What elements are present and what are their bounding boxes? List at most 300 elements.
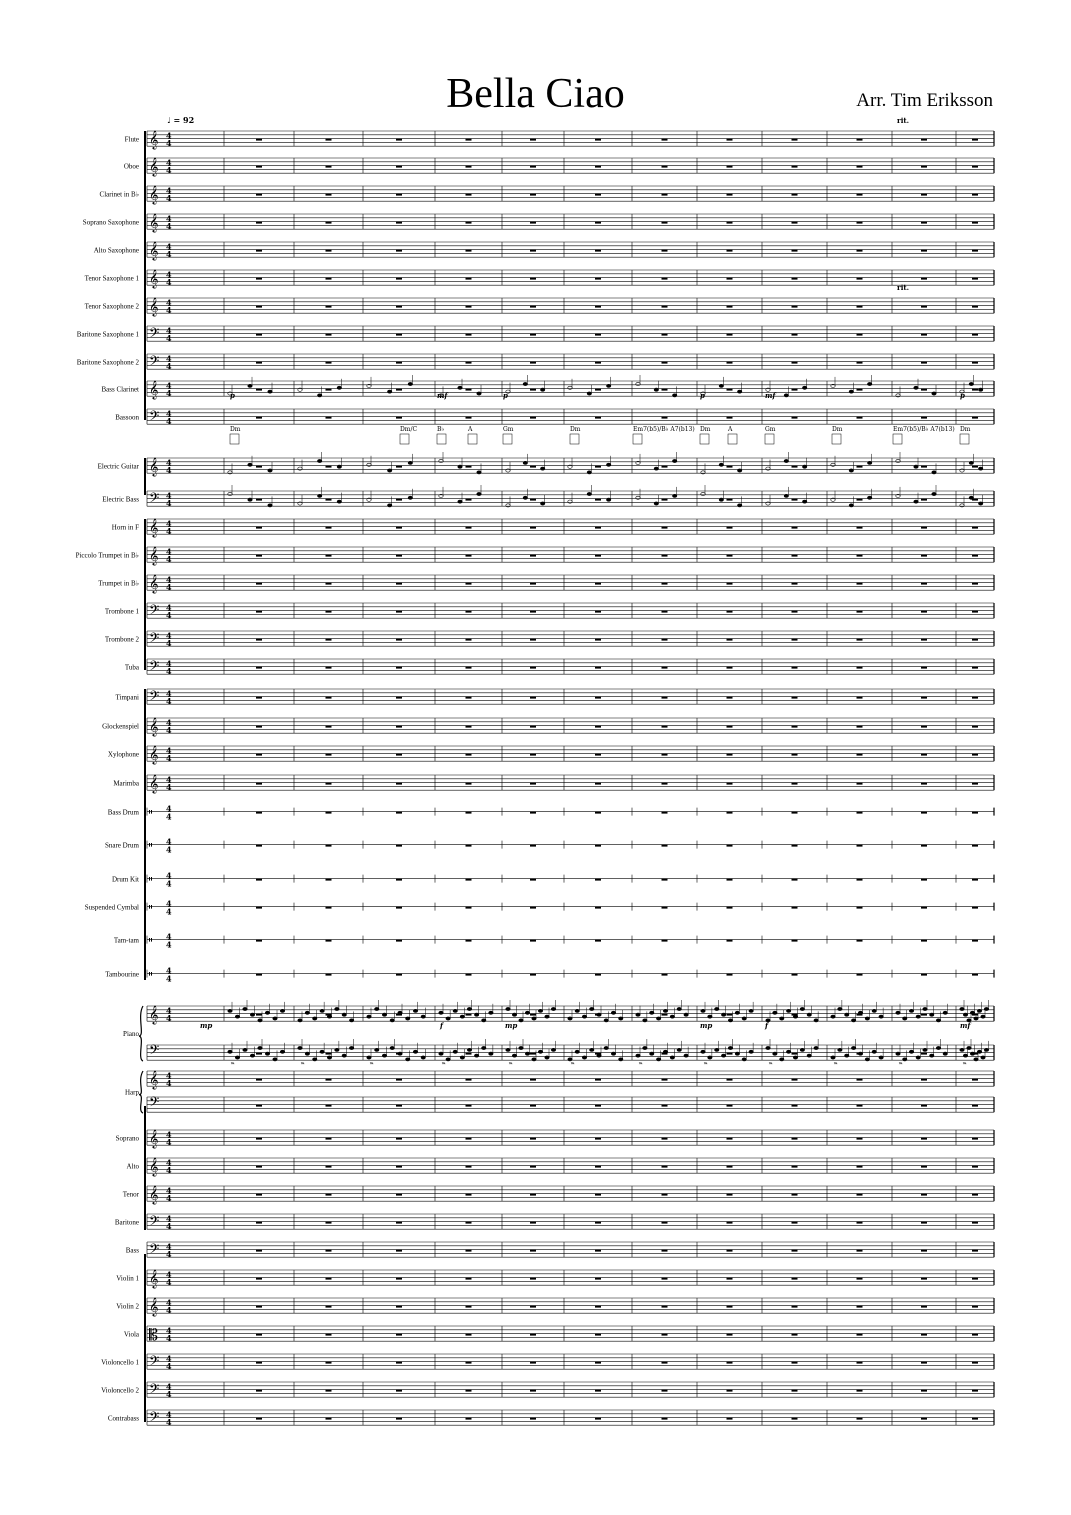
clef-icon: 𝄥: [149, 935, 152, 947]
instrument-label-electric-bass: Electric Bass: [102, 495, 139, 504]
staff-bassoon-rest: [857, 417, 863, 419]
staff-tambourine-rest: [972, 974, 978, 976]
notehead: [963, 1054, 967, 1057]
staff-violoncello-1-rest: [792, 1362, 798, 1364]
staff-bass-clarinet-rest: [972, 389, 978, 391]
staff-baritone-rest: [662, 1222, 668, 1224]
time-signature-bottom: 4: [166, 1078, 172, 1088]
staff-trumpet-in-b--rest: [662, 583, 668, 585]
notehead: [611, 1052, 615, 1055]
staff-violoncello-1-rest: [530, 1362, 536, 1364]
dynamic-marking: f: [765, 1021, 769, 1030]
staff-contrabass-rest: [595, 1418, 601, 1420]
time-signature-bottom: 4: [166, 610, 172, 620]
notehead: [914, 465, 918, 468]
staff-baritone-saxophone-1-rest: [857, 334, 863, 336]
notehead: [604, 1019, 608, 1022]
staff-alto-rest: [792, 1166, 798, 1168]
staff-bassoon-rest: [727, 417, 733, 419]
notehead: [831, 1015, 835, 1018]
staff-electric-guitar-rest: [530, 466, 536, 468]
notehead: [773, 1011, 777, 1014]
notehead: [305, 1052, 309, 1055]
notehead: [963, 1013, 967, 1016]
staff-timpani-rest: [595, 697, 601, 699]
time-signature-bottom: 4: [166, 1417, 172, 1427]
staff-snare-drum-rest: [662, 845, 668, 847]
staff-harp-rest: [727, 1079, 733, 1081]
notehead: [606, 498, 610, 501]
notehead: [903, 1017, 907, 1020]
staff-flute-rest: [256, 139, 262, 141]
chord-diagram-icon: [503, 434, 512, 444]
clef-icon: 𝄞: [149, 297, 159, 316]
staff-viola-rest: [326, 1334, 332, 1336]
notehead: [737, 390, 741, 393]
notehead: [327, 1056, 331, 1059]
notehead: [268, 390, 272, 393]
staff-trombone-2-rest: [396, 639, 402, 641]
staff-horn-in-f-rest: [530, 527, 536, 529]
staff-clarinet-in-b--rest: [921, 194, 927, 196]
staff-bassoon-rest: [972, 417, 978, 419]
staff-piccolo-trumpet-in-b--rest: [792, 555, 798, 557]
rit-marking-top: rit.: [897, 116, 910, 125]
staff-baritone-rest: [921, 1222, 927, 1224]
staff-alto-rest: [727, 1166, 733, 1168]
chord-symbol: B♭: [437, 426, 445, 433]
time-signature-top: 4: [166, 1185, 172, 1196]
notehead: [606, 384, 610, 387]
clef-icon: 𝄞: [149, 1297, 159, 1316]
staff-bassoon-rest: [662, 417, 668, 419]
clef-icon: 𝄞: [149, 213, 159, 232]
instrument-label-electric-guitar: Electric Guitar: [97, 462, 139, 471]
notehead: [784, 494, 788, 497]
staff-baritone-saxophone-1-rest: [530, 334, 536, 336]
staff-violin-1-rest: [256, 1278, 262, 1280]
staff-bassoon-rest: [595, 417, 601, 419]
staff-alto-saxophone-rest: [662, 250, 668, 252]
notehead: [708, 1056, 712, 1059]
staff-snare-drum-rest: [972, 845, 978, 847]
time-signature-bottom: 4: [166, 138, 172, 148]
staff-baritone-saxophone-2-rest: [396, 362, 402, 364]
staff-tenor-saxophone-2-rest: [595, 306, 601, 308]
staff-horn-in-f-rest: [792, 527, 798, 529]
staff-piano-lower-rest: [466, 1053, 472, 1055]
staff-violin-1-rest: [466, 1278, 472, 1280]
clef-icon: 𝄞: [149, 774, 159, 793]
staff-tenor-rest: [595, 1194, 601, 1196]
staff-tam-tam-rest: [857, 940, 863, 942]
staff-snare-drum-rest: [256, 845, 262, 847]
notehead: [506, 504, 510, 507]
notehead: [317, 394, 321, 397]
staff-bassoon-rest: [921, 417, 927, 419]
clef-icon: 𝄞: [149, 717, 159, 736]
staff-oboe-rest: [662, 166, 668, 168]
staff-clarinet-in-b--rest: [595, 194, 601, 196]
staff-bass-drum-rest: [530, 812, 536, 814]
notehead: [317, 459, 321, 462]
staff-marimba-rest: [530, 783, 536, 785]
staff-trombone-1-rest: [396, 611, 402, 613]
staff-bass-drum-rest: [662, 812, 668, 814]
notehead: [587, 392, 591, 395]
staff-trombone-2-rest: [857, 639, 863, 641]
notehead: [367, 1056, 371, 1059]
staff-trombone-1-rest: [792, 611, 798, 613]
notehead: [532, 1058, 536, 1061]
time-signature-top: 4: [166, 688, 172, 699]
staff-trumpet-in-b--rest: [466, 583, 472, 585]
staff-tenor-saxophone-2-rest: [396, 306, 402, 308]
staff-bass-drum-rest: [326, 812, 332, 814]
staff-bass-rest: [326, 1250, 332, 1252]
notehead: [460, 1015, 464, 1018]
staff-violoncello-2-rest: [256, 1390, 262, 1392]
notehead: [936, 1046, 940, 1049]
staff-tenor-rest: [466, 1194, 472, 1196]
notehead: [582, 1056, 586, 1059]
notehead: [872, 1009, 876, 1012]
staff-oboe-rest: [972, 166, 978, 168]
clef-icon: 𝄞: [149, 1070, 159, 1089]
dynamic-marking: mp: [200, 1021, 213, 1030]
notehead: [489, 1052, 493, 1055]
time-signature-bottom: 4: [166, 1305, 172, 1315]
staff-contrabass-rest: [662, 1418, 668, 1420]
notehead: [597, 1013, 601, 1016]
notehead: [737, 469, 741, 472]
staff-marimba-rest: [662, 783, 668, 785]
staff-trombone-1-rest: [857, 611, 863, 613]
time-signature-top: 4: [166, 898, 172, 909]
notehead: [814, 1046, 818, 1049]
notehead: [337, 465, 341, 468]
staff-marimba-rest: [396, 783, 402, 785]
staff-timpani-rest: [326, 697, 332, 699]
notehead: [342, 1054, 346, 1057]
time-signature-top: 4: [166, 1297, 172, 1308]
staff-soprano-rest: [921, 1138, 927, 1140]
staff-baritone-saxophone-2-rest: [256, 362, 262, 364]
notehead: [677, 1007, 681, 1010]
staff-glockenspiel-rest: [662, 726, 668, 728]
staff-baritone-saxophone-1-rest: [972, 334, 978, 336]
staff-violin-1-rest: [727, 1278, 733, 1280]
staff-alto-saxophone-rest: [792, 250, 798, 252]
staff-trombone-1-rest: [595, 611, 601, 613]
staff-contrabass-rest: [921, 1418, 927, 1420]
staff-baritone-saxophone-2-rest: [792, 362, 798, 364]
time-signature-bottom: 4: [166, 1389, 172, 1399]
staff-timpani-rest: [530, 697, 536, 699]
notehead: [421, 1056, 425, 1059]
staff-glockenspiel-rest: [857, 726, 863, 728]
notehead: [978, 388, 982, 391]
staff-violoncello-2-rest: [972, 1390, 978, 1392]
time-signature-top: 4: [166, 353, 172, 364]
time-signature-top: 4: [166, 269, 172, 280]
staff-harp-rest: [530, 1079, 536, 1081]
staff-tenor-rest: [972, 1194, 978, 1196]
staff-baritone-saxophone-2-rest: [727, 362, 733, 364]
staff-baritone-rest: [530, 1222, 536, 1224]
instrument-label-trumpet-in-b-: Trumpet in B♭: [98, 579, 139, 588]
time-signature-bottom: 4: [166, 165, 172, 175]
staff-xylophone-rest: [466, 754, 472, 756]
chord-symbol: Dm/C: [400, 426, 418, 433]
time-signature-top: 4: [166, 965, 172, 976]
notehead: [228, 1009, 232, 1012]
notehead: [367, 1015, 371, 1018]
staff-contrabass-rest: [792, 1418, 798, 1420]
staff-contrabass-rest: [530, 1418, 536, 1420]
staff-marimba-rest: [595, 783, 601, 785]
notehead: [981, 1015, 985, 1018]
staff-piano-lower-rest: [921, 1053, 927, 1055]
staff-alto-saxophone-rest: [857, 250, 863, 252]
staff-tambourine-rest: [792, 974, 798, 976]
tempo-marking: ♩ = 92: [167, 115, 195, 125]
staff-bass-drum-rest: [921, 812, 927, 814]
notehead: [916, 1056, 920, 1059]
time-signature-top: 4: [166, 1157, 172, 1168]
staff-glockenspiel-rest: [727, 726, 733, 728]
staff-baritone-saxophone-1-rest: [326, 334, 332, 336]
notehead: [587, 492, 591, 495]
dynamic-marking: p: [700, 391, 705, 400]
staff-bass-clarinet-rest: [595, 389, 601, 391]
brace-piano: [139, 1006, 143, 1061]
pedal-marking: 𝆮: [300, 1061, 304, 1068]
time-signature-top: 4: [166, 157, 172, 168]
staff-alto-rest: [921, 1166, 927, 1168]
time-signature-bottom: 4: [166, 416, 172, 426]
staff-tenor-rest: [396, 1194, 402, 1196]
staff-baritone-saxophone-2-rest: [921, 362, 927, 364]
score-title: Bella Ciao: [446, 71, 625, 117]
notehead: [807, 1013, 811, 1016]
staff-electric-bass-rest: [326, 499, 332, 501]
notehead: [715, 1007, 719, 1010]
staff-alto-saxophone-rest: [256, 250, 262, 252]
staff-oboe-rest: [326, 166, 332, 168]
instrument-label-bass: Bass: [125, 1246, 139, 1255]
staff-tenor-rest: [326, 1194, 332, 1196]
staff-tenor-saxophone-1-rest: [530, 278, 536, 280]
staff-trombone-2-rest: [792, 639, 798, 641]
staff-piccolo-trumpet-in-b--rest: [256, 555, 262, 557]
clef-icon: 𝄢: [149, 602, 160, 621]
notehead: [858, 1052, 862, 1055]
time-signature-top: 4: [166, 130, 172, 141]
staff-oboe-rest: [396, 166, 402, 168]
time-signature-top: 4: [166, 1409, 172, 1420]
time-signature-top: 4: [166, 745, 172, 756]
notehead: [538, 1009, 542, 1012]
staff-tenor-saxophone-2-rest: [792, 306, 798, 308]
dynamic-marking: mp: [505, 1021, 518, 1030]
staff-timpani-rest: [396, 697, 402, 699]
staff-harp-lower-rest: [466, 1105, 472, 1107]
time-signature-bottom: 4: [166, 1137, 172, 1147]
staff-timpani-rest: [921, 697, 927, 699]
staff-violin-1-rest: [396, 1278, 402, 1280]
staff-tenor-saxophone-2-rest: [256, 306, 262, 308]
chord-diagram-icon: [437, 434, 446, 444]
staff-tambourine-rest: [921, 974, 927, 976]
staff-tam-tam-rest: [727, 940, 733, 942]
instrument-label-violoncello-2: Violoncello 2: [101, 1386, 139, 1395]
notehead: [865, 1058, 869, 1061]
notehead: [879, 1015, 883, 1018]
clef-icon: 𝄢: [149, 325, 160, 344]
time-signature-top: 4: [166, 1070, 172, 1081]
staff-glockenspiel-rest: [972, 726, 978, 728]
notehead: [867, 382, 871, 385]
notehead: [858, 1011, 862, 1014]
staff-horn-in-f-rest: [972, 527, 978, 529]
staff-tambourine-rest: [396, 974, 402, 976]
notehead: [408, 461, 412, 464]
staff-alto-saxophone-rest: [530, 250, 536, 252]
staff-bass-clarinet-rest: [662, 389, 668, 391]
notehead: [708, 1015, 712, 1018]
notehead: [967, 1046, 971, 1049]
time-signature-top: 4: [166, 1213, 172, 1224]
staff-soprano-saxophone-rest: [530, 222, 536, 224]
clef-icon: 𝄞: [149, 185, 159, 204]
notehead: [248, 498, 252, 501]
staff-horn-in-f-rest: [857, 527, 863, 529]
staff-trumpet-in-b--rest: [792, 583, 798, 585]
notehead: [228, 471, 232, 474]
staff-baritone-rest: [727, 1222, 733, 1224]
notehead: [872, 1050, 876, 1053]
staff-oboe-rest: [256, 166, 262, 168]
notehead: [474, 1054, 478, 1057]
staff-violin-2-rest: [727, 1306, 733, 1308]
clef-icon: 𝄢: [149, 1353, 160, 1372]
notehead: [701, 1050, 705, 1053]
notehead: [719, 384, 723, 387]
instrument-label-flute: Flute: [124, 135, 139, 144]
notehead: [969, 382, 973, 385]
pedal-marking: 𝆮: [638, 1061, 642, 1068]
staff-electric-bass-rest: [530, 499, 536, 501]
chord-diagram-icon: [230, 434, 239, 444]
staff-soprano-saxophone-rest: [396, 222, 402, 224]
staff-harp-rest: [256, 1079, 262, 1081]
instrument-label-tenor: Tenor: [122, 1190, 139, 1199]
notehead: [960, 1048, 964, 1051]
notehead: [512, 1054, 516, 1057]
clef-icon: 𝄞: [149, 1157, 159, 1176]
time-signature-top: 4: [166, 408, 172, 419]
staff-baritone-saxophone-1-rest: [396, 334, 402, 336]
staff-bass-rest: [921, 1250, 927, 1252]
staff-trumpet-in-b--rest: [396, 583, 402, 585]
staff-drum-kit-rest: [662, 879, 668, 881]
clef-icon: 𝄢: [149, 1241, 160, 1260]
staff-electric-guitar-rest: [595, 466, 601, 468]
instrument-label-tambourine: Tambourine: [105, 970, 139, 979]
staff-violoncello-2-rest: [396, 1390, 402, 1392]
notehead: [523, 496, 527, 499]
staff-harp-rest: [792, 1079, 798, 1081]
notehead: [587, 471, 591, 474]
staff-bass-rest: [792, 1250, 798, 1252]
notehead: [780, 1017, 784, 1020]
notehead: [349, 1046, 353, 1049]
notehead: [845, 1054, 849, 1057]
notehead: [793, 1015, 797, 1018]
notehead: [482, 1019, 486, 1022]
staff-alto-rest: [857, 1166, 863, 1168]
staff-electric-bass-rest: [727, 499, 733, 501]
notehead: [349, 1019, 353, 1022]
notehead: [923, 1048, 927, 1051]
rit-marking-tenor: rit.: [897, 283, 910, 292]
staff-violoncello-1-rest: [727, 1362, 733, 1364]
staff-electric-guitar-rest: [727, 466, 733, 468]
staff-viola-rest: [727, 1334, 733, 1336]
staff-bass-rest: [530, 1250, 536, 1252]
time-signature-bottom: 4: [166, 666, 172, 676]
notehead: [398, 1052, 402, 1055]
staff-electric-guitar-rest: [326, 466, 332, 468]
notehead: [960, 1007, 964, 1010]
notehead: [977, 1050, 981, 1053]
staff-tam-tam-rest: [530, 940, 536, 942]
staff-trombone-1-rest: [972, 611, 978, 613]
staff-violoncello-2-rest: [727, 1390, 733, 1392]
notehead: [943, 1052, 947, 1055]
staff-bass-drum-rest: [972, 812, 978, 814]
staff-marimba-rest: [466, 783, 472, 785]
notehead: [851, 1046, 855, 1049]
staff-soprano-rest: [595, 1138, 601, 1140]
clef-icon: 𝄞: [149, 1185, 159, 1204]
staff-violin-2-rest: [595, 1306, 601, 1308]
notehead: [879, 1056, 883, 1059]
notehead: [735, 1052, 739, 1055]
staff-baritone-saxophone-1-rest: [256, 334, 262, 336]
staff-soprano-saxophone-rest: [792, 222, 798, 224]
notehead: [335, 1048, 339, 1051]
notehead: [719, 463, 723, 466]
time-signature-bottom: 4: [166, 939, 172, 950]
staff-violin-1-rest: [972, 1278, 978, 1280]
staff-tenor-saxophone-1-rest: [792, 278, 798, 280]
notehead: [248, 463, 252, 466]
staff-trombone-1-rest: [727, 611, 733, 613]
staff-bass-clarinet-rest: [792, 389, 798, 391]
clef-icon: 𝄞: [149, 518, 159, 537]
chord-diagram-icon: [700, 434, 709, 444]
notehead: [390, 1019, 394, 1022]
notehead: [670, 1056, 674, 1059]
staff-horn-in-f-rest: [921, 527, 927, 529]
chord-symbol: A: [468, 426, 473, 433]
notehead: [477, 492, 481, 495]
staff-marimba-rest: [921, 783, 927, 785]
notehead: [243, 1048, 247, 1051]
staff-violin-2-rest: [972, 1306, 978, 1308]
